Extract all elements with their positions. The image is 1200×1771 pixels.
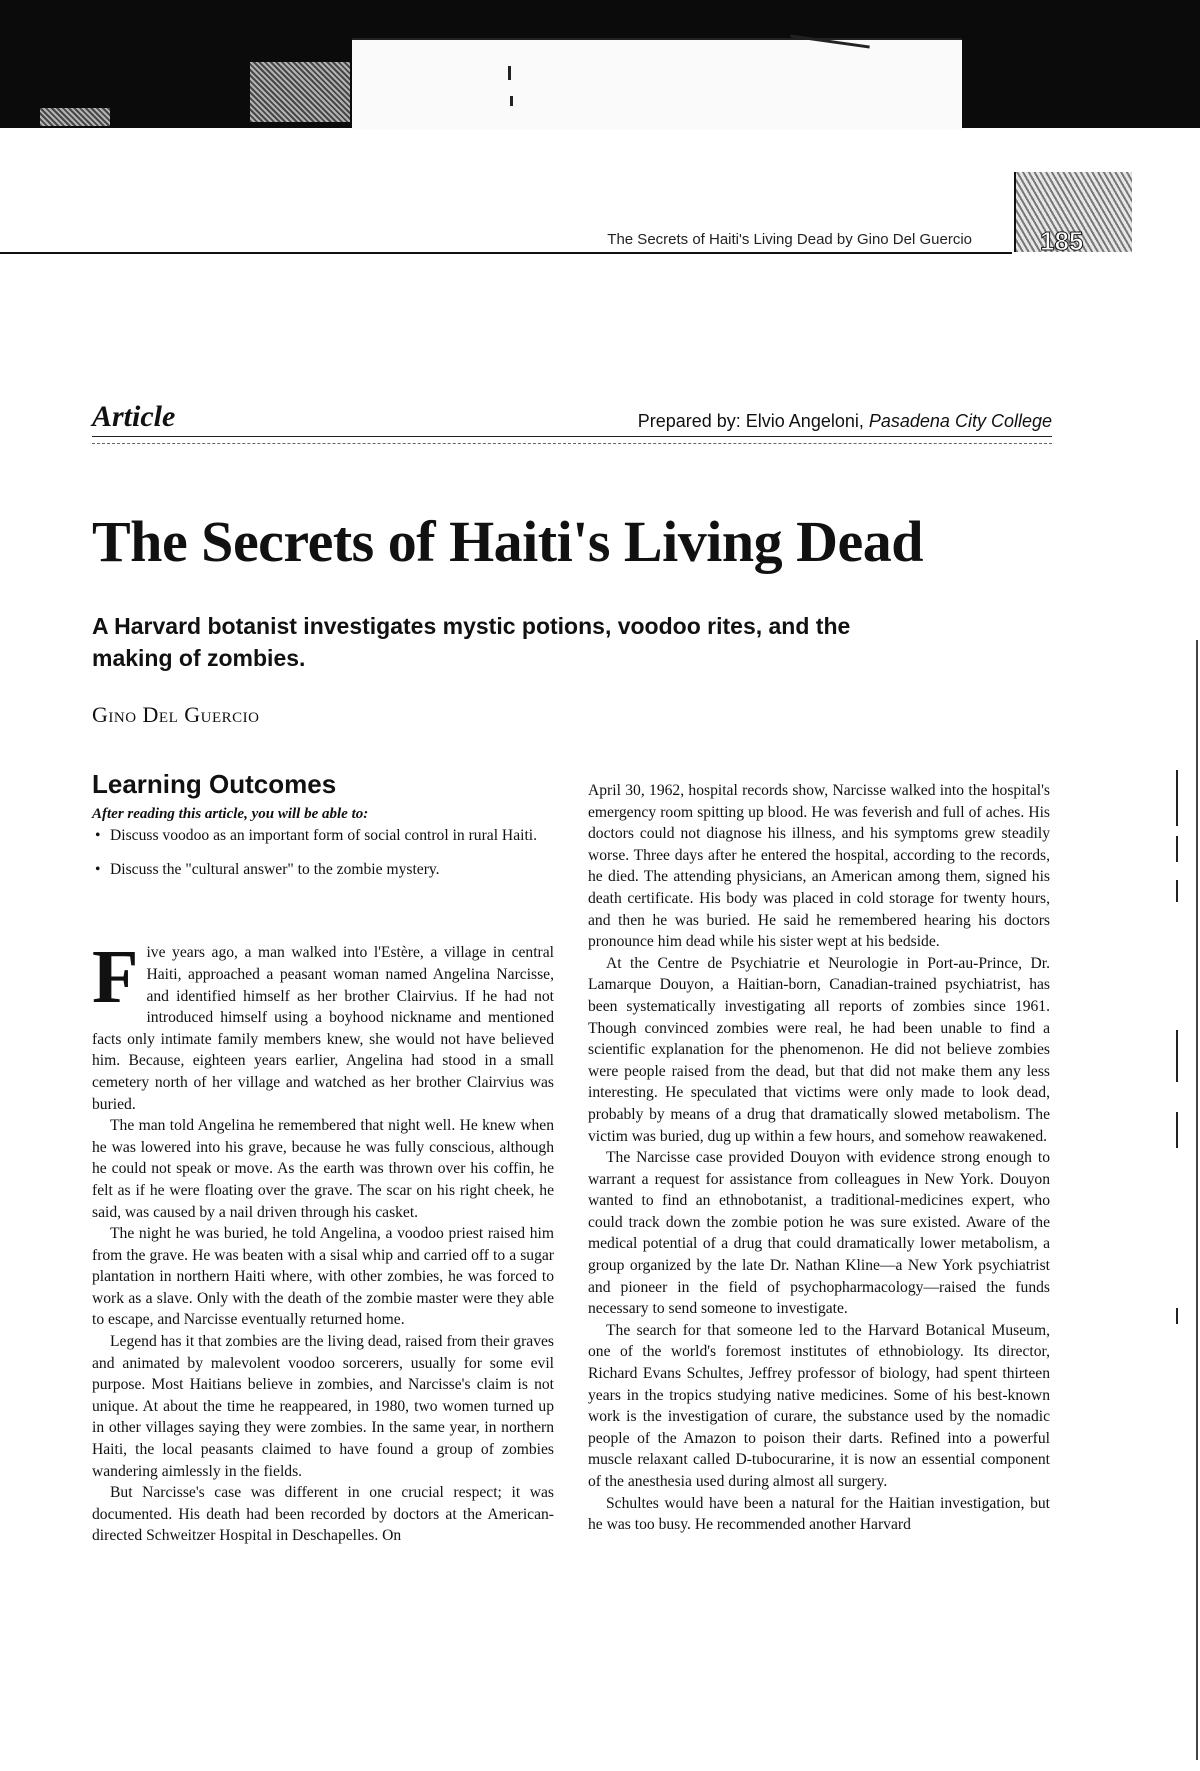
learning-outcome-item: • Discuss the "cultural answer" to the zombie mystery. [110, 859, 554, 881]
scan-noise [40, 108, 110, 126]
prepared-by-prefix: Prepared by: Elvio Angeloni, [637, 411, 869, 431]
article-label-row [92, 396, 1052, 437]
learning-outcomes-heading: Learning Outcomes [92, 769, 337, 799]
running-header [0, 218, 1012, 254]
scan-noise [250, 62, 350, 122]
prepared-by-school: Pasadena City College [868, 411, 1052, 431]
body-paragraph: The search for that someone led to the Harvard Botanical Museum, one of the world's foremost institutes of ethnobiology. Its director, Richard Evans Schultes, Jeffrey professor of biology, had spent thirteen years in the tropics studying native medicines. Some of his best-known work is the investigation of curare, the substance used by the nomadic people of the Amazon to poison their darts. Refined into a powerful muscle relaxant called D-tubocurarine, it is now an essential component of the anesthesia used during almost all surgery. [588, 1321, 1050, 1490]
article-author: Gino Del Guercio [92, 702, 260, 727]
scan-band-middle [352, 0, 962, 38]
body-paragraph: Schultes would have been a natural for the Haitian investigation, but he was too busy. He recommended another Harvard [588, 1494, 1050, 1534]
scan-margin-mark [1176, 770, 1178, 826]
scan-top-band [0, 0, 1200, 132]
learning-outcomes-list [92, 825, 554, 880]
learning-outcome-item: • Discuss voodoo as an important form of social control in rural Haiti. [110, 825, 554, 847]
body-paragraph: But Narcisse's case was different in one crucial respect; it was documented. His death had been recorded by doctors at the American-directed Schweitzer Hospital in Deschapelles. On [92, 1484, 554, 1545]
scan-band-right [962, 0, 1200, 128]
scan-right-edge [1196, 640, 1198, 1760]
scan-margin-mark [1176, 836, 1178, 862]
scan-margin-mark [1176, 1308, 1178, 1324]
body-paragraph: The man told Angelina he remembered that night well. He knew when he was lowered into his grave, because he was fully conscious, although he could not speak or move. As the earth was thrown over his coffin, he felt as if he were floating over the grave. The scar on his right cheek, he said, was caused by a nail driven through his casket. [92, 1117, 554, 1221]
section-label: Article [92, 400, 176, 433]
drop-cap: F [92, 935, 139, 1020]
body-paragraph: The night he was buried, he told Angelina, a voodoo priest raised him from the grave. He was beaten with a sisal whip and carried off to a sugar plantation in northern Haiti where, with other zombies, he was forced to work as a slave. Only with the death of the zombie master were they able to escape, and Narcisse eventually returned home. [92, 1225, 554, 1329]
body-paragraph [92, 935, 554, 1115]
body-paragraph: April 30, 1962, hospital records show, Narcisse walked into the hospital's emergency room spitting up blood. He was feverish and full of aches. His doctors could not diagnose his illness, and his symptoms grew steadily worse. Three days after he entered the hospital, according to the records, he died. The attending physicians, an American among them, signed his death certificate. His body was placed in cold storage for twenty hours, and then he was buried. He said he remembered hearing his doctors pronounce him dead while his sister wept at his bedside. [588, 782, 1050, 951]
left-column [92, 769, 554, 1547]
prepared-by [638, 411, 1052, 432]
scan-band-inner [352, 38, 962, 130]
right-column [588, 780, 1050, 1536]
body-paragraph: Legend has it that zombies are the living dead, raised from their graves and animated by malevolent voodoo sorcerers, usually for some evil purpose. Most Haitians believe in zombies, and Narcisse's claim is not unique. At about the time he reappeared, in 1980, two women turned up in other villages saying they were zombies. In the same year, in northern Haiti, the local peasants claimed to have found a group of zombies wandering aimlessly in the fields. [92, 1333, 554, 1480]
learning-outcomes-intro: After reading this article, you will be able to: [92, 805, 369, 822]
body-paragraph-text: ive years ago, a man walked into l'Estère, a village in central Haiti, approached a peasant woman named Angelina Narcisse, and identified himself as her brother Clairvius. If he had not introduced himself using a boyhood nickname and mentioned facts only intimate family members knew, she would not have believed him. Because, eighteen years earlier, Angelina had stood in a small cemetery north of her village and watched as her brother Clairvius was buried. [92, 944, 554, 1113]
body-paragraph: At the Centre de Psychiatrie et Neurologie in Port-au-Prince, Dr. Lamarque Douyon, a Haitian-born, Canadian-trained psychiatrist, has been systematically investigating all reports of zombies since 1961. Though convinced zombies were real, he had been unable to find a scientific explanation for the phenomenon. He did not believe zombies were people raised from the dead, but that did not make them any less interesting. He speculated that victims were only made to look dead, probably by means of a drug that dramatically slowed metabolism. The victim was buried, dug up within a few hours, and somehow reawakened. [588, 954, 1050, 1145]
scan-speck [510, 96, 513, 106]
scan-margin-mark [1176, 1112, 1178, 1148]
scan-speck [508, 66, 511, 80]
scan-margin-mark [1176, 880, 1178, 902]
body-paragraph: The Narcisse case provided Douyon with evidence strong enough to warrant a request for assistance from colleagues in New York. Douyon wanted to find an ethnobotanist, a traditional-medicines expert, who could track down the zombie potion he was sure existed. Aware of the medical potential of a drug that could dramatically lower metabolism, a group organized by the late Dr. Nathan Kline—a New York psychiatrist and pioneer in the field of psychopharmacology—raised the funds necessary to send someone to investigate. [588, 1149, 1050, 1318]
article-subtitle: A Harvard botanist investigates mystic potions, voodoo rites, and the making of zombies. [92, 613, 851, 672]
article-title: The Secrets of Haiti's Living Dead [92, 509, 923, 574]
running-title: The Secrets of Haiti's Living Dead by Gino Del Guercio [607, 231, 972, 248]
scan-margin-mark [1176, 1030, 1178, 1082]
page-number: 185 [1040, 226, 1084, 256]
